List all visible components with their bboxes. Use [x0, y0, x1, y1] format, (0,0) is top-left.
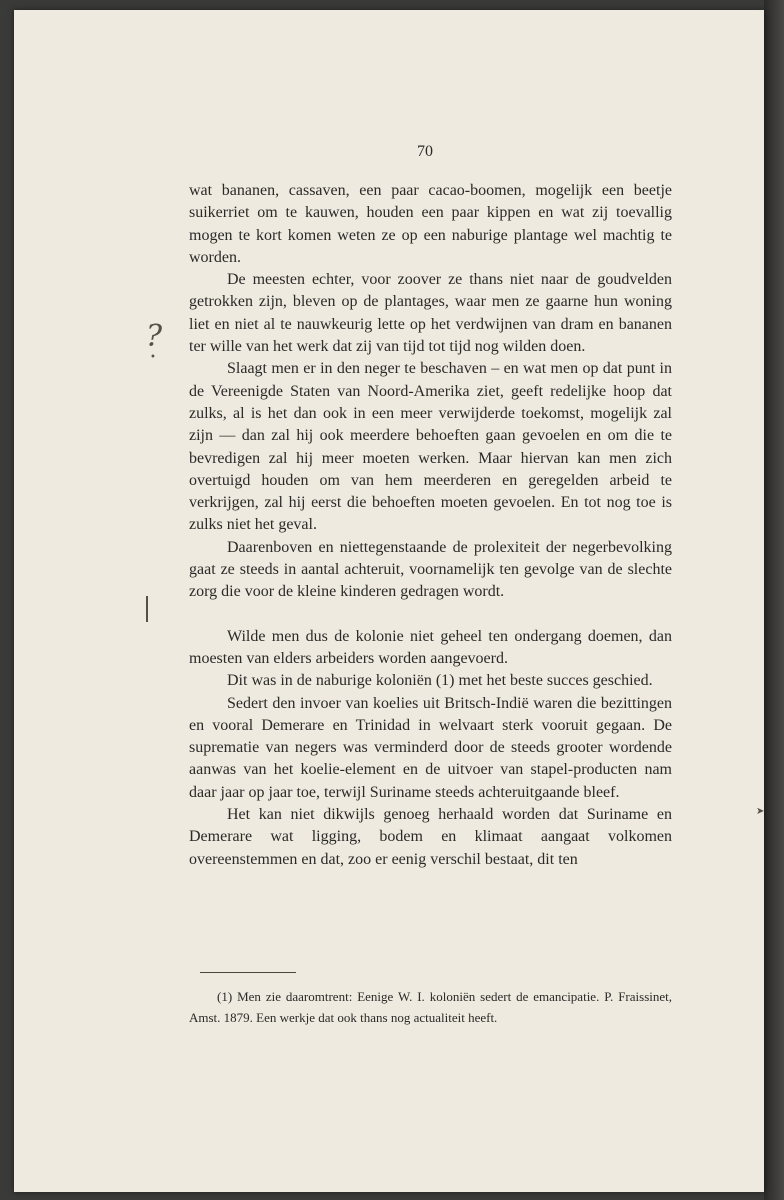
paragraph: Het kan niet dikwijls genoeg herhaald worden dat Suriname en Demerare wat ligging, bodem en klimaat aangaat volkomen overeenstemmen en dat, zoo er eenig verschil bestaat, dit ten: [189, 806, 672, 868]
scan-edge: [764, 0, 784, 1200]
margin-question-mark: ?: [146, 319, 163, 354]
body-text: [189, 180, 672, 871]
page-number: 70: [417, 143, 433, 160]
margin-bar-mark: [146, 596, 148, 622]
paragraph: Slaagt men er in den neger te beschaven – en wat men op dat punt in de Vereenigde Staten van Noord-Amerika ziet, geeft redelijke hoop dat zulks, al is het dan ook in een meer verwijderde toekomst, mogelijk zal zijn — dan zal hij ook meerdere behoeften gaan gevoelen en om die te bevredigen zal hij meer moeten werken. Maar hiervan kan men zich overtuigd houden om van hem meerderen en geregelden arbeid te verkrijgen, zal hij eerst die behoeften moeten gevoelen. En tot nog toe is zulks niet het geval.: [189, 360, 672, 534]
footnote: (1) Men zie daaromtrent: Eenige W. I. koloniën sedert de emancipatie. P. Fraissinet, Amst. 1879. Een werkje dat ook thans nog actualiteit heeft.: [189, 989, 672, 1025]
paragraph: Dit was in de naburige koloniën (1) met het beste succes geschied.: [227, 672, 653, 690]
paragraph: Daarenboven en niettegenstaande de prolexiteit der negerbevolking gaat ze steeds in aantal achteruit, voornamelijk ten gevolge van de slechte zorg die voor de kleine kinderen gedragen wordt.: [189, 538, 672, 601]
paragraph: Sedert den invoer van koelies uit Britsch-Indië waren die bezittingen en vooral Demerare en Trinidad in welvaart sterk vooruit gegaan. De suprematie van negers was verminderd door de steeds grooter wordende aanwas van het koelie-element en de uitvoer van stapel-producten nam daar jaar op jaar toe, terwijl Suriname steeds achteruitgaande bleef.: [189, 694, 672, 801]
paragraph: wat bananen, cassaven, een paar cacao-boomen, mogelijk een beetje suikerriet om te kauwen, houden een paar kippen en wat zij toevallig mogen te kort komen weten ze op een naburige plantage wel machtig te worden.: [189, 182, 672, 266]
margin-dot-mark: •: [150, 352, 156, 363]
paragraph: Wilde men dus de kolonie niet geheel ten ondergang doemen, dan moesten van elders arbeiders worden aangevoerd.: [189, 627, 672, 667]
footnote-divider: [200, 972, 296, 973]
margin-arrow-mark: ➤: [756, 806, 765, 817]
paragraph: De meesten echter, voor zoover ze thans niet naar de goudvelden getrokken zijn, bleven op de plantages, waar men ze gaarne hun woning liet en niet al te nauwkeurig lette op het verdwijnen van dram en bananen ter wille van het werk dat zij van tijd tot tijd nog wilden doen.: [189, 271, 672, 356]
